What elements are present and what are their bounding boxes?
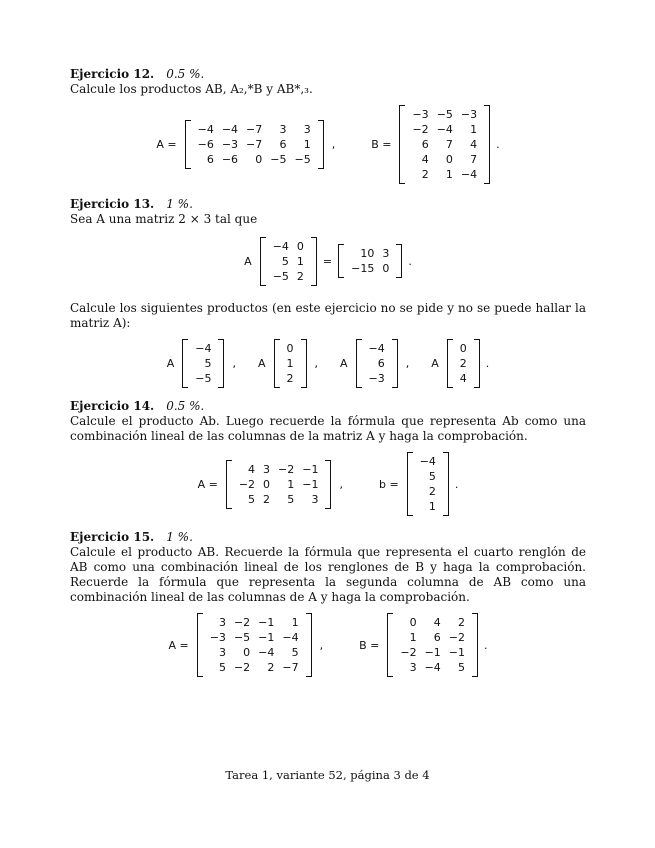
matrix-entry: −2 [233,616,251,629]
left-bracket [260,237,266,286]
matrix-row [206,660,303,675]
exercise-15-points: 1 %. [166,530,193,544]
matrix-entry: 4 [470,137,478,151]
matrix-entry: −2 [278,462,295,476]
matrix-row [416,454,440,469]
vector-4 [447,339,480,388]
matrix-a-label: A = [168,638,189,652]
matrix-entries [347,246,393,276]
vector-3 [356,339,398,388]
exercise-14-points: 0.5 %. [166,399,205,413]
exercise-15-text: Calcule el producto AB. Recuerde la fórmula que representa el cuarto renglón de AB como una combinación lineal de los renglones de B y haga la comprobación. Recuerde la fórmula que representa la segunda columna de AB como una combinación lineal de las columnas de A y haga la comprobación. [70,545,586,604]
matrix-row [206,645,303,660]
end-period: . [496,137,500,151]
left-bracket [185,120,191,169]
matrix-entry: 1 [303,137,311,151]
matrix-b-label: B = [371,137,392,151]
matrix-entry: −4 [195,341,212,355]
matrix-entry: −5 [195,371,212,385]
vector-2 [274,339,307,388]
matrix-entries [283,341,298,386]
exercise-14-text: Calcule el producto Ab. Luego recuerde la fórmula que representa Ab como una combinación lineal de las columnas de la matriz A y haga la comprobación. [70,414,586,443]
exercise-15-heading [70,530,586,545]
matrix-entry: −2 [448,631,466,644]
matrix-row [456,341,471,356]
exercise-13-text: Sea A una matriz 2 × 3 tal que [70,212,258,226]
matrix-entry: 4 [459,371,467,385]
matrix-b-label: B = [359,638,380,652]
matrix-entry: −4 [368,341,385,355]
matrix-entry: 1 [409,631,417,644]
matrix-entry: 3 [263,462,271,476]
matrix-entries [235,462,323,507]
matrix-entry: 5 [291,646,299,659]
matrix-x [260,237,317,286]
matrix-row [283,371,298,386]
matrix-entry: −5 [436,107,453,121]
matrix-entry: 0 [409,616,417,629]
matrix-a [185,120,324,169]
matrix-row [408,122,481,137]
matrix-row [365,341,389,356]
matrix-entry: −4 [460,167,478,181]
matrix-entry: 5 [458,661,466,674]
matrix-entry: 1 [291,616,299,629]
exercise-14-heading [70,399,586,414]
vector-b [407,452,449,516]
left-bracket [182,339,188,388]
matrix-row [396,645,469,660]
matrix-entry: −5 [270,152,287,166]
matrix-entry: −4 [221,122,239,136]
end-period: . [485,356,490,370]
separator: , [314,356,318,370]
vector-b-label: b = [378,477,399,491]
matrix-entry: 1 [470,122,478,136]
matrix-entry: 1 [296,254,304,268]
matrix-row [269,254,308,269]
matrix-entry: −4 [272,239,289,253]
matrix-entry: −7 [246,137,263,151]
exercise-13-text-2: Calcule los siguientes productos (en este ejercicio no se pide y no se puede hallar la matriz A): [70,301,586,330]
matrix-row [456,356,471,371]
right-bracket [306,613,312,677]
matrix-a-label: A = [197,477,218,491]
exercise-13-points: 1 %. [166,197,193,211]
matrix-entry: 3 [409,661,417,674]
matrix-row [396,615,469,630]
matrix-entry: −5 [272,269,289,283]
matrix-b [399,105,490,184]
separator-comma: , [331,137,336,151]
matrix-row [416,469,440,484]
left-bracket [226,460,232,509]
matrix-row [408,167,481,182]
matrix-row [396,630,469,645]
right-bracket [392,339,398,388]
right-bracket [474,339,480,388]
separator: , [405,356,410,370]
exercise-12-points: 0.5 %. [166,67,205,81]
matrix-entry: −5 [233,631,251,644]
matrix-entry: −5 [294,152,311,166]
matrix-entries [194,122,315,167]
matrix-b [387,613,478,677]
matrix-entry: 3 [279,122,287,136]
matrix-entry: −3 [368,371,385,385]
right-bracket [318,120,324,169]
matrix-entries [408,107,481,182]
matrix-entry: 4 [433,616,441,629]
matrix-entry: 5 [218,661,226,674]
matrix-row [408,137,481,152]
matrix-entry: 3 [311,492,319,506]
matrix-row [194,152,315,167]
matrix-entry: 4 [248,462,256,476]
matrix-entry: 5 [428,470,436,483]
left-bracket [356,339,362,388]
right-bracket [218,339,224,388]
matrix-entry: −4 [282,631,299,644]
left-bracket [399,105,405,184]
matrix-entries [191,341,215,386]
matrix-entry: −6 [221,152,239,166]
matrix-row [408,107,481,122]
matrix-entry: 1 [428,500,436,513]
matrix-entry: 1 [445,167,453,181]
matrix-entry: 0 [296,239,304,253]
matrix-entry: 5 [287,492,295,506]
matrix-entry: −4 [436,122,453,136]
matrix-entry: −1 [424,646,441,659]
matrix-row [347,261,393,276]
matrix-row [456,371,471,386]
matrix-row [416,484,440,499]
product-label: A [166,356,175,370]
matrix-entry: 6 [421,137,429,151]
right-bracket [443,452,449,516]
matrix-entry: 0 [263,477,271,491]
end-period: . [408,254,412,268]
left-bracket [197,613,203,677]
separator: , [232,356,236,370]
right-bracket [325,460,331,509]
matrix-entry: 1 [287,477,295,491]
matrix-entry: 0 [459,341,467,355]
matrix-entry: 6 [433,631,441,644]
exercise-14-title: Ejercicio 14. [70,399,155,413]
matrix-entries [456,341,471,386]
matrix-row [347,246,393,261]
matrix-a [226,460,332,509]
matrix-entry: −2 [233,661,251,674]
matrix-entry: −2 [412,122,429,136]
matrix-entry: −7 [246,122,263,136]
matrix-row [396,660,469,675]
page-footer: Tarea 1, variante 52, página 3 de 4 [225,768,430,782]
matrix-row [191,356,215,371]
matrix-a [197,613,312,677]
right-bracket [396,244,402,278]
left-bracket [338,244,344,278]
exercise-13-title: Ejercicio 13. [70,197,155,211]
separator-comma: , [319,638,324,652]
matrix-entry: −4 [424,661,441,674]
matrix-row [365,371,389,386]
left-bracket [387,613,393,677]
exercise-13-heading [70,197,586,212]
exercise-12-title: Ejercicio 12. [70,67,155,81]
right-bracket [311,237,317,286]
separator-comma: , [339,477,343,491]
matrix-entry: 5 [248,492,256,506]
exercise-15 [70,530,586,679]
matrix-entry: 4 [421,152,429,166]
matrix-entry: 3 [382,247,390,260]
matrix-entry: 3 [303,122,311,136]
end-period: . [454,477,459,491]
matrix-entry: −3 [412,107,429,121]
matrix-entry: 0 [255,152,263,166]
matrix-entry: −3 [221,137,239,151]
exercise-13-vectors [70,337,586,389]
matrix-a-label: A = [156,137,177,151]
matrix-row [235,492,323,507]
matrix-row [269,239,308,254]
matrix-entry: 2 [263,492,271,506]
matrix-row [408,152,481,167]
matrix-row [191,371,215,386]
matrix-a-symbol: A [244,254,252,268]
matrix-entry: 6 [206,152,214,166]
matrix-entry: 2 [286,371,294,385]
matrix-row [283,341,298,356]
matrix-entry: 2 [421,167,429,181]
exercise-14 [70,399,586,518]
exercise-12-display [70,101,586,187]
matrix-entry: −4 [197,122,214,136]
end-period: . [484,638,488,652]
exercise-15-title: Ejercicio 15. [70,530,155,544]
left-bracket [447,339,453,388]
matrix-entry: 0 [445,152,453,166]
vector-1 [182,339,224,388]
matrix-entry: 2 [459,356,467,370]
matrix-entry: 5 [204,356,212,370]
matrix-entry: −1 [258,616,275,629]
matrix-row [191,341,215,356]
matrix-result [338,244,402,278]
exercise-14-display [70,450,586,518]
right-bracket [484,105,490,184]
matrix-entry: 3 [218,616,226,629]
matrix-entry: 3 [218,646,226,659]
matrix-entry: 7 [470,152,478,166]
matrix-entries [206,615,303,675]
exercise-12-text: Calcule los productos AB, A₂,*B y AB*,₃. [70,82,313,96]
matrix-entry: 6 [279,137,287,151]
exercise-13-equation [70,233,586,289]
exercise-15-display [70,611,586,679]
matrix-entry: −1 [302,477,319,491]
matrix-row [235,462,323,477]
matrix-entry: −15 [351,262,375,275]
matrix-entry: −2 [238,477,256,491]
matrix-entry: 2 [296,269,304,283]
matrix-entry: −7 [282,661,299,674]
matrix-row [206,615,303,630]
matrix-entry: 0 [243,646,251,659]
matrix-entry: −1 [258,631,275,644]
right-bracket [472,613,478,677]
matrix-entry: 10 [360,247,375,260]
matrix-entry: 0 [382,262,390,275]
matrix-entry: −4 [258,646,275,659]
matrix-entry: 1 [286,356,294,370]
matrix-row [365,356,389,371]
product-label: A [257,356,266,370]
matrix-row [194,137,315,152]
matrix-entry: −2 [400,646,417,659]
matrix-entry: 2 [267,661,275,674]
left-bracket [407,452,413,516]
matrix-row [194,122,315,137]
matrix-entries [269,239,308,284]
exercise-12 [70,67,586,187]
left-bracket [274,339,280,388]
matrix-entries [396,615,469,675]
matrix-row [206,630,303,645]
matrix-row [283,356,298,371]
matrix-entry: −3 [209,631,226,644]
matrix-entry: 2 [428,485,436,498]
matrix-entries [416,454,440,514]
exercise-12-heading [70,67,586,82]
matrix-row [269,269,308,284]
matrix-entry: −3 [460,107,478,121]
product-label: A [431,356,439,370]
matrix-entry: 6 [377,356,385,370]
matrix-entry: 2 [458,616,466,629]
matrix-entry: 0 [286,341,294,355]
product-label: A [340,356,348,370]
matrix-entry: −4 [419,455,436,468]
matrix-entries [365,341,389,386]
matrix-entry: 7 [445,137,453,151]
page-content [70,67,586,679]
right-bracket [301,339,307,388]
exercise-13 [70,197,586,389]
matrix-entry: −1 [302,462,319,476]
matrix-row [235,477,323,492]
equals-sign: = [322,254,333,268]
matrix-row [416,499,440,514]
matrix-entry: 5 [281,254,289,268]
matrix-entry: −6 [197,137,214,151]
matrix-entry: −1 [448,646,466,659]
